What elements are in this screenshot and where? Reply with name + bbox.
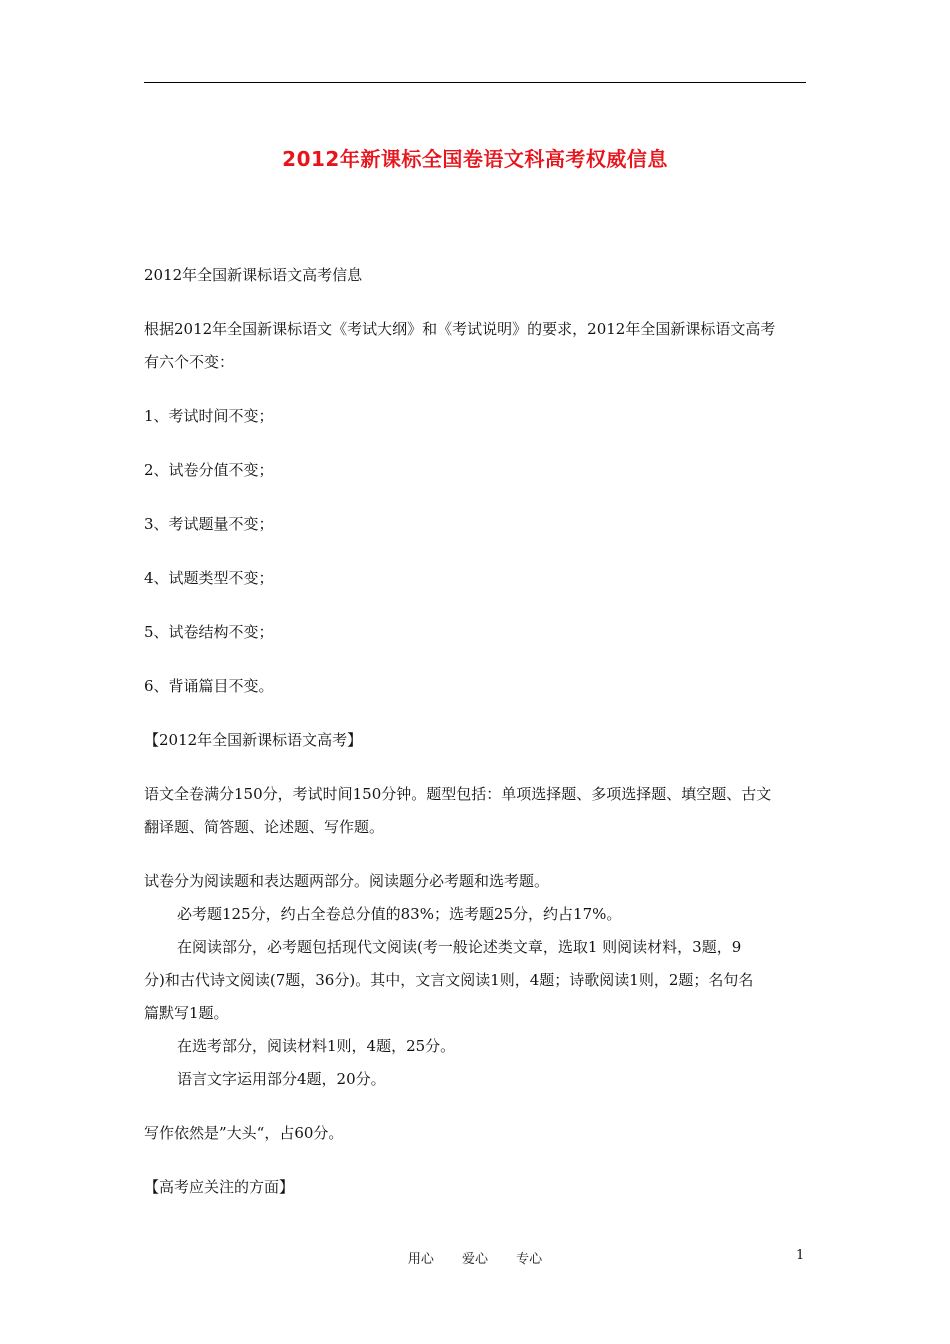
document-title: 2012年新课标全国卷语文科高考权威信息 (282, 147, 668, 171)
list-item: 3、考试题量不变； (144, 515, 274, 533)
exam-paragraph-line: 翻译题、简答题、论述题、写作题。 (144, 818, 385, 836)
exam-paragraph-line: 语言文字运用部分4题，20分。 (177, 1070, 386, 1088)
footer-word: 用心 (407, 1252, 434, 1267)
intro-line-2: 有六个不变： (144, 353, 235, 371)
list-item: 4、试题类型不变； (144, 569, 274, 587)
exam-paragraph-line: 写作依然是”大头“，占60分。 (144, 1124, 344, 1142)
intro-line-1: 根据2012年全国新课标语文《考试大纲》和《考试说明》的要求，2012年全国新课标语文高考 (144, 320, 776, 338)
exam-paragraph-line: 试卷分为阅读题和表达题两部分。阅读题分必考题和选考题。 (144, 872, 550, 890)
header-rule (144, 82, 806, 83)
footer-word: 爱心 (461, 1252, 488, 1267)
exam-paragraph-line: 在选考部分，阅读材料1则，4题，25分。 (177, 1037, 456, 1055)
footer-word: 专心 (516, 1252, 543, 1267)
exam-paragraph-line: 语文全卷满分150分，考试时间150分钟。题型包括：单项选择题、多项选择题、填空题、古文 (144, 785, 772, 803)
list-item: 6、背诵篇目不变。 (144, 677, 274, 695)
list-item: 1、考试时间不变； (144, 407, 274, 425)
exam-paragraph-line: 在阅读部分，必考题包括现代文阅读(考一般论述类文章，选取1 则阅读材料，3题，9 (177, 938, 742, 956)
list-item: 5、试卷结构不变； (144, 623, 274, 641)
list-item: 2、试卷分值不变； (144, 461, 274, 479)
subtitle: 2012年全国新课标语文高考信息 (144, 266, 363, 284)
exam-paragraph-line: 分)和古代诗文阅读(7题，36分)。其中，文言文阅读1则，4题；诗歌阅读1则，2题；名句名 (144, 971, 754, 989)
exam-paragraph-line: 篇默写1题。 (144, 1004, 229, 1022)
exam-paragraph-line: 必考题125分，约占全卷总分值的83%；选考题25分，约占17%。 (177, 905, 622, 923)
section-heading-focus: 【高考应关注的方面】 (144, 1178, 295, 1196)
page-number: 1 (796, 1248, 805, 1263)
page-footer (0, 1248, 950, 1267)
section-heading-exam: 【2012年全国新课标语文高考】 (144, 731, 363, 749)
